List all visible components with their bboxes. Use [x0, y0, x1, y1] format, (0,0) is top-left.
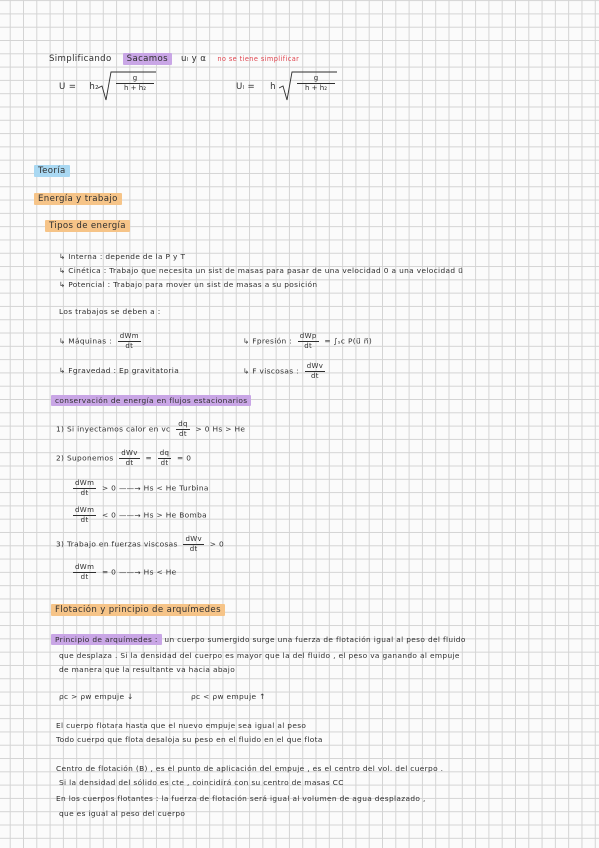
c2-text: 2) Suponemos [56, 453, 114, 463]
conservacion-heading [51, 395, 251, 407]
flota-line-2: Todo cuerpo que flota desaloja su peso en el fluido en el que flota [56, 735, 323, 744]
sqrt-left-num: g [116, 74, 154, 84]
c3-den: dt [189, 545, 198, 553]
bomba-den: dt [80, 516, 89, 524]
conservacion-1 [56, 420, 245, 439]
teoria-label: Teoría [34, 165, 70, 177]
energia-heading [34, 193, 122, 205]
maquinas-den: dt [125, 342, 134, 350]
centro-line-2: Si la densidad del sólido es cte , coincidirá con su centro de masas CC [59, 778, 344, 787]
c2-fraction-2 [158, 449, 172, 468]
c3-fraction [183, 535, 204, 554]
tipo-potencial [59, 279, 317, 291]
centro-line-1: Centro de flotación (B) , es el punto de aplicación del empuje , es el centro del vol. del cuerpo . [56, 764, 444, 773]
bomba-fraction [73, 506, 96, 525]
trabajo-viscosas [243, 362, 328, 381]
return-arrow-icon: ↳ [243, 366, 250, 376]
viscosas-fraction [305, 362, 326, 381]
tipo-cinetica-text: Cinética : Trabajo que necesita un sist de masas para pasar de una velocidad 0 a una velocidad u⃗ [68, 266, 464, 275]
turbina-tail: > 0 [101, 483, 117, 493]
return-arrow-icon: ↳ [243, 336, 250, 346]
c3-tail: > 0 [209, 539, 224, 549]
sacamos-vars: uₗ y α [181, 54, 207, 64]
maquinas-cero-result: Hs < He [143, 567, 177, 577]
presion-label: Fpresión : [252, 336, 293, 346]
formula-right-factor: h [270, 82, 276, 92]
turbina-line [70, 479, 209, 498]
bomba-num: dWm [75, 506, 95, 514]
red-note: no se tiene simplificar [217, 55, 300, 63]
turbina-result: Hs < He Turbina [143, 483, 209, 493]
maquinas-cero-tail: = 0 [101, 567, 117, 577]
formula-right [236, 81, 276, 93]
tipos-label: Tipos de energía [45, 220, 130, 232]
sqrt-left-fraction [116, 74, 154, 93]
sqrt-right-num: g [297, 74, 335, 84]
conservacion-2 [56, 449, 191, 468]
c3-num: dWv [185, 535, 202, 543]
flota-line-1: El cuerpo flotara hasta que el nuevo empuje sea igual al peso [56, 721, 307, 730]
c1-tail: > 0 Hs > He [195, 424, 246, 434]
sacamos-highlight: Sacamos [123, 53, 172, 65]
maquinas-cero-den: dt [80, 573, 89, 581]
simplificando-text: Simplificando [49, 54, 112, 64]
turbina-den: dt [80, 489, 89, 497]
trabajo-gravedad [59, 365, 179, 377]
energia-label: Energía y trabajo [34, 193, 122, 205]
maquinas-fraction [118, 332, 141, 351]
maquinas-cero-fraction [73, 563, 96, 582]
viscosas-den: dt [311, 372, 319, 380]
gravedad-label: Fgravedad : Ep gravitatoria [68, 366, 180, 375]
tipo-interna-text: Interna : depende de la P y T [68, 252, 186, 261]
return-arrow-icon: ↳ [59, 336, 66, 346]
bomba-line [70, 506, 207, 525]
return-arrow-icon: ↳ [59, 366, 66, 375]
turbina-num: dWm [75, 479, 95, 487]
c1-fraction [176, 420, 190, 439]
formula-left-lhs: U = [59, 82, 77, 92]
rho-line [59, 691, 266, 703]
return-arrow-icon: ↳ [59, 266, 66, 275]
c2-tail: = 0 [177, 453, 192, 463]
presion-den: dt [304, 342, 313, 350]
return-arrow-icon: ↳ [59, 252, 66, 261]
conservacion-3 [56, 535, 224, 554]
c2-num2: dq [159, 449, 170, 457]
teoria-heading [34, 165, 70, 177]
bomba-result: Hs > He Bomba [143, 510, 207, 520]
principio-rest: un cuerpo sumergido surge una fuerza de flotación igual al peso del fluido [161, 635, 466, 644]
maquinas-label: Máquinas : [68, 336, 112, 346]
flotacion-heading [51, 604, 225, 616]
c2-eq: = [145, 453, 153, 463]
c3-text: 3) Trabajo en fuerzas viscosas [56, 539, 178, 549]
trabajo-presion [243, 332, 372, 351]
bomba-tail: < 0 [101, 510, 117, 520]
principio-line [51, 634, 466, 646]
formula-left-factor: h₂ [89, 82, 99, 92]
conservacion-label: conservación de energía en flujos estacionarios [51, 395, 251, 406]
presion-fraction [298, 332, 319, 351]
sqrt-left-den: h + h₂ [124, 84, 146, 92]
tipo-potencial-text: Potencial : Trabajo para mover un sist de masas a su posición [68, 280, 318, 289]
presion-num: dWp [299, 332, 317, 340]
tipo-interna [59, 251, 185, 263]
c2-fraction-1 [119, 449, 140, 468]
viscosas-num: dWv [306, 362, 324, 370]
turbina-fraction [73, 479, 96, 498]
presion-rhs: = ∫ₛc P(u⃗ n⃗) [324, 336, 373, 346]
principio-line-2: que desplaza . Si la densidad del cuerpo es mayor que la del fluido , el peso va ganando al empuje [59, 651, 460, 660]
right-arrow-icon: ——→ [118, 510, 141, 520]
principio-line-3: de manera que la resultante va hacia abajo [59, 665, 236, 674]
c2-den1: dt [125, 459, 134, 467]
right-arrow-icon: ——→ [118, 567, 141, 577]
sqrt-right-fraction [297, 74, 335, 93]
maquinas-cero-line [70, 563, 177, 582]
return-arrow-icon: ↳ [59, 280, 66, 289]
right-arrow-icon: ——→ [118, 483, 141, 493]
c1-den: dt [179, 430, 187, 438]
maquinas-num: dWm [119, 332, 139, 340]
formula-left [59, 81, 99, 93]
trabajo-maquinas [59, 332, 144, 351]
c2-num1: dWv [121, 449, 138, 457]
flotantes-line-1: En los cuerpos flotantes : la fuerza de flotación será igual al volumen de agua desplazado , [56, 794, 426, 803]
rho-menor: ρc < ρw empuje ↑ [191, 692, 266, 701]
simplificando-line [49, 53, 299, 65]
trabajos-intro: Los trabajos se deben a : [59, 307, 161, 316]
c1-num: dq [178, 420, 188, 428]
tipos-heading [45, 220, 130, 232]
flotacion-label: Flotación y principio de arquímedes [51, 604, 225, 616]
sqrt-right-den: h + h₂ [305, 84, 327, 92]
maquinas-cero-num: dWm [75, 563, 95, 571]
rho-mayor: ρc > ρw empuje ↓ [59, 692, 134, 701]
tipo-cinetica [59, 265, 463, 277]
principio-label: Principio de arquímedes : [51, 634, 162, 645]
c1-text: 1) Si inyectamos calor en vc [56, 424, 171, 434]
flotantes-line-2: que es igual al peso del cuerpo [59, 809, 186, 818]
viscosas-label: F viscosas : [252, 366, 299, 376]
formula-right-lhs: Uₗ = [236, 82, 256, 92]
c2-den2: dt [160, 459, 169, 467]
